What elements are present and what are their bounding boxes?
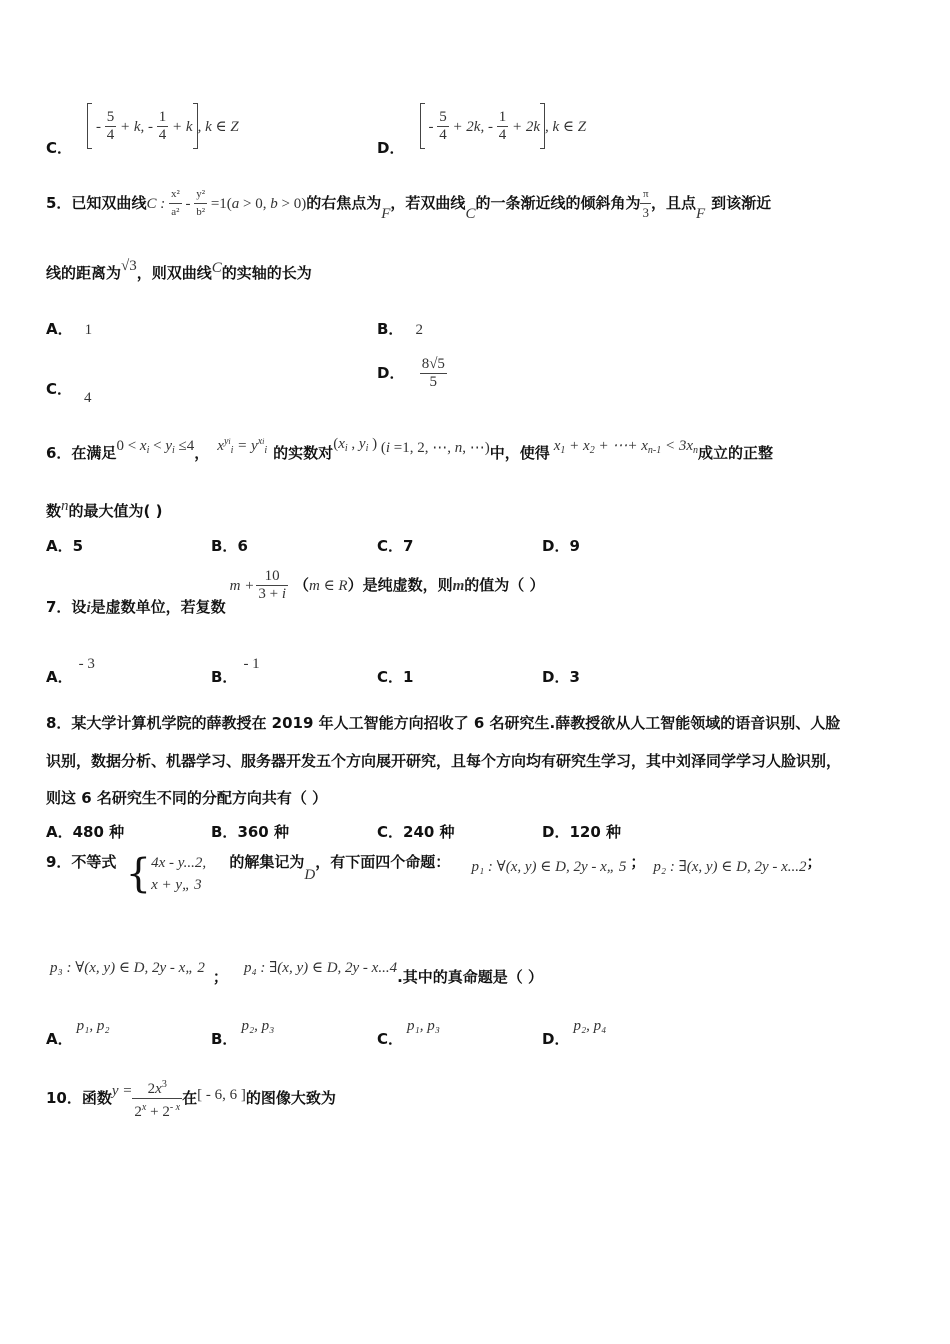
q9-option-d: D．p₂, p₄ xyxy=(542,1018,607,1048)
q8-option-c: C．240 种 xyxy=(377,823,455,841)
question-8-line-2: 识别，数据分析、机器学习、服务器开发五个方向展开研究，且每个方向均有研究生学习，其中刘泽同学学习人脸识别， xyxy=(46,752,842,770)
question-6-stem: 6．在满足$0 < x_i < y_i \le 4$， $x^{yi}_i = y^{xi}_i$ 的实数对($x_i$ , $y_i$ ) (i =1, 2, ⋯, n, ⋯)中，使得 $x_1 + x_2$ + ⋯+ $x_{n-1} < 3x_n$成立的正整 xyxy=(46,436,773,462)
q7-option-c: C．1 xyxy=(377,668,414,686)
q4-option-c: C． - $\frac{5}{4}$ + k, - $\frac{1}{4}$ + k , k ∈ Z xyxy=(46,103,239,149)
q9-option-b: B．p₂, p₃ xyxy=(211,1018,275,1048)
inequality-system: 4x - y...2, x + y„ 3 xyxy=(151,855,207,893)
q5-option-b: B． 2 xyxy=(377,320,423,338)
q4-option-c-expr: - $\frac{5}{4}$ + k, - $\frac{1}{4}$ + k , k ∈ Z xyxy=(87,117,238,135)
q6-option-a: A．5 xyxy=(46,537,84,555)
q8-option-a: A．480 种 xyxy=(46,823,125,841)
q4-option-d-expr: - $\frac{5}{4}$ + 2k, - $\frac{1}{4}$ + 2k , k ∈ Z xyxy=(420,117,586,135)
q6-option-b: B．6 xyxy=(211,537,248,555)
q7-option-a: A．- 3 xyxy=(46,656,95,686)
question-5-stem: 5．已知双曲线C : $\frac{\text{x²}}{\text{a²}}$ - $\frac{\text{y²}}{\text{b²}}$ =1(a > 0, b > 0)的右焦点为F，若双曲线C的一条渐近线的倾斜角为 $\frac{\pi}{3}$ ，且点F到该渐近 xyxy=(46,188,772,222)
question-9-stem-cont: p₃ : ∀(x, y) ∈ D, 2y - x„ 2 ； p₄ : ∃(x, y) ∈ D, 2y - x...4.其中的真命题是（ ） xyxy=(50,960,544,986)
q9-option-c: C．p₁, p₃ xyxy=(377,1018,440,1048)
question-9-stem: 9．不等式 { 4x - y...2, x + y„ 3 的解集记为D，有下面四个命题： p₁ : ∀(x, y) ∈ D, 2y - x„ 5 ； p₂ : ∃(x, y) ∈ D, 2y - x...2； xyxy=(46,851,822,897)
q9-option-a: A．p₁, p₂ xyxy=(46,1018,110,1048)
q8-option-d: D．120 种 xyxy=(542,823,621,841)
q6-option-d: D．9 xyxy=(542,537,580,555)
q5-option-a: A． 1 xyxy=(46,320,93,338)
question-8-line-1: 8．某大学计算机学院的薛教授在 2019 年人工智能方向招收了 6 名研究生.薛教授欲从人工智能领域的语音识别、人脸 xyxy=(46,714,841,732)
question-7-stem: 7．设i是虚数单位，若复数m + $\frac{10}{3 + i}$ （m ∈ R）是纯虚数，则m的值为（ ） xyxy=(46,568,545,616)
hyperbola-equation: C : xyxy=(146,196,169,212)
q4-option-d: D． - $\frac{5}{4}$ + 2k, - $\frac{1}{4}$ + 2k , k ∈ Z xyxy=(377,103,586,149)
q7-option-d: D．3 xyxy=(542,668,580,686)
q7-option-b: B．- 1 xyxy=(211,656,260,686)
question-6-stem-cont: 数n的最大值为( ) xyxy=(46,498,163,520)
question-8-line-3: 则这 6 名研究生不同的分配方向共有（ ） xyxy=(46,789,328,807)
q10-function-fraction: $\frac{2x^3}{2^x + 2^{- x}}$ xyxy=(132,1076,182,1121)
question-10-stem: 10．函数y = $\frac{2x^3}{2^x + 2^{- x}}$ 在[ - 6, 6 ]的图像大致为 xyxy=(46,1076,336,1121)
q5-option-d: D． $\frac{8√5}{5}$ xyxy=(377,356,445,390)
q6-option-c: C．7 xyxy=(377,537,414,555)
q8-option-b: B．360 种 xyxy=(211,823,289,841)
question-5-stem-cont: 线的距离为√3，则双曲线C的实轴的长为 xyxy=(46,258,312,282)
q5-option-d-fraction: $\frac{8√5}{5}$ xyxy=(421,356,445,390)
q5-option-c: C． 4 xyxy=(46,380,92,406)
